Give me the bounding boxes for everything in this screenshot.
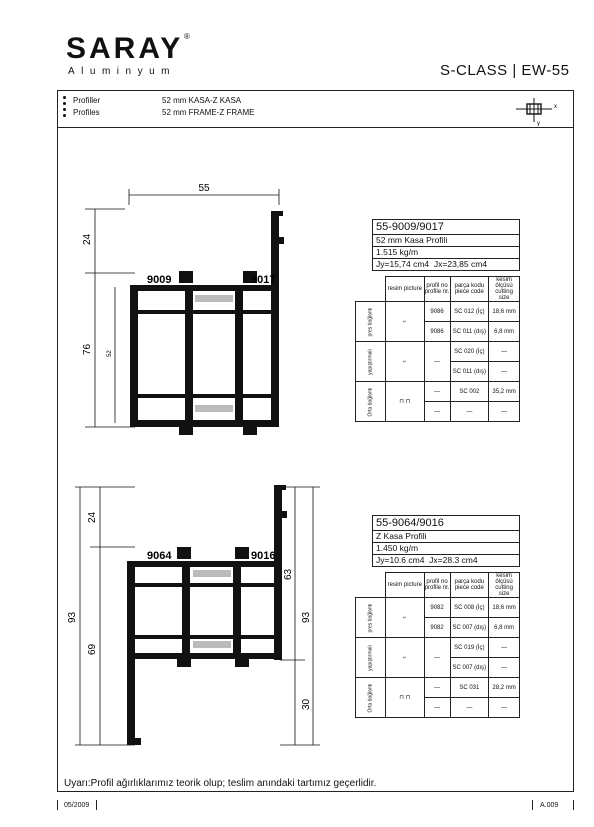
corner-picture-icon: ⌐ [385, 598, 424, 638]
dim-left-2: 69 [87, 643, 98, 655]
cell-size: — [489, 342, 520, 362]
group-label: Orta bağlantı [356, 678, 386, 718]
connector-picture-icon: ⊓ ⊓ [385, 382, 424, 422]
cell-size: — [489, 638, 520, 658]
profile-drawing-2 [55, 475, 340, 755]
cell-size: 6,8 mm [489, 618, 520, 638]
profile-right-label: 9017 [251, 274, 276, 286]
table-row [356, 598, 520, 618]
dim-left-1: 24 [87, 511, 98, 523]
cell-size: 35,2 mm [489, 382, 520, 402]
cell-size: — [489, 362, 520, 382]
spec-table-2 [355, 572, 520, 718]
spec1-code: 55-9009/9017 [373, 220, 519, 235]
col-picture: resim picture [385, 277, 424, 302]
table-row [356, 277, 520, 302]
cell-code: SC 011 (dış) [450, 322, 489, 342]
table-row [356, 382, 520, 402]
spec1-name: 52 mm Kasa Profili [373, 235, 519, 247]
series-title: S-CLASS | EW-55 [440, 62, 570, 79]
profile-drawing-1 [75, 175, 300, 440]
cell-code: SC 020 (İç) [450, 342, 489, 362]
cell-profile: — [424, 638, 450, 678]
cell-code: — [450, 402, 489, 422]
spec2-inertia [373, 555, 519, 567]
table-row [356, 302, 520, 322]
cell-code: SC 011 (dış) [450, 362, 489, 382]
profile-left-label: 9064 [147, 550, 172, 562]
dim-top: 55 [198, 183, 210, 194]
spec-table-1 [355, 276, 520, 422]
corner-picture-icon: ⌐ [385, 342, 424, 382]
col-code: parça kodu piece code [450, 573, 489, 598]
spec2-jx: Jx=28.3 cm4 [429, 555, 478, 565]
connector-picture-icon: ⊓ ⊓ [385, 678, 424, 718]
table-row [356, 678, 520, 698]
footer-tick [96, 800, 97, 810]
cell-size: — [489, 658, 520, 678]
brand-logo: SARAY [66, 32, 184, 65]
cell-profile: — [424, 402, 450, 422]
spec2-code: 55-9064/9016 [373, 516, 519, 531]
group-label: pres bağlantı [356, 302, 386, 342]
col-code: parça kodu piece code [450, 277, 489, 302]
dim-right-inner: 63 [283, 568, 294, 580]
spec-header-2 [372, 515, 520, 567]
group-label: pres bağlantı [356, 598, 386, 638]
spec1-jy: Jy=15,74 cm4 [376, 259, 430, 269]
spec-header-1 [372, 219, 520, 271]
cell-code: SC 007 (dış) [450, 658, 489, 678]
profiles-label-tr: Profiller [73, 96, 101, 105]
spec2-jy: Jy=10.6 cm4 [376, 555, 425, 565]
dim-inner: 52 [107, 350, 113, 357]
cell-code: SC 012 (İç) [450, 302, 489, 322]
spec1-jx: Jx=23,85 cm4 [433, 259, 488, 269]
dim-right-low: 30 [301, 698, 312, 710]
profile-right-label: 9016 [251, 550, 276, 562]
cell-code: SC 007 (dış) [450, 618, 489, 638]
spec1-weight: 1.515 kg/m [373, 247, 519, 259]
corner-picture-icon: ⌐ [385, 638, 424, 678]
bullet-dots-icon [63, 96, 67, 120]
group-label: yapıştırmalı [356, 638, 386, 678]
cell-profile: — [424, 678, 450, 698]
cell-profile: — [424, 698, 450, 718]
footer-tick [573, 800, 574, 810]
cell-size: — [489, 698, 520, 718]
profiles-label-en: Profiles [73, 108, 100, 117]
col-profile: profil no profile nr. [424, 573, 450, 598]
cell-code: SC 019 (İç) [450, 638, 489, 658]
table-row [356, 573, 520, 598]
table-row [356, 638, 520, 658]
dim-left-2: 76 [82, 343, 93, 355]
cell-code: SC 008 (İç) [450, 598, 489, 618]
dim-left-1: 24 [82, 233, 93, 245]
cell-code: SC 002 [450, 382, 489, 402]
footer-tick [57, 800, 58, 810]
dim-right-total: 93 [301, 611, 312, 623]
table-row [356, 342, 520, 362]
cell-profile: 9082 [424, 598, 450, 618]
footer-tick [532, 800, 533, 810]
axis-x-label: x [554, 104, 557, 110]
axis-y-label: y [537, 121, 540, 126]
cell-size: 28,2 mm [489, 678, 520, 698]
profile-left-label: 9009 [147, 274, 172, 286]
group-label: yapıştırmalı [356, 342, 386, 382]
spec2-name: Z Kasa Profili [373, 531, 519, 543]
col-picture: resim picture [385, 573, 424, 598]
group-label: Orta bağlantı [356, 382, 386, 422]
col-profile: profil no profile nr. [424, 277, 450, 302]
cell-size: — [489, 402, 520, 422]
col-size: kesim ölçüsü cutting size [489, 573, 520, 598]
cell-size: 6,8 mm [489, 322, 520, 342]
profiles-value-en: 52 mm FRAME-Z FRAME [162, 108, 255, 117]
brand-subtitle: Aluminyum [68, 66, 176, 77]
dim-left-total: 93 [67, 611, 78, 623]
header-divider [58, 127, 573, 128]
col-size: kesim ölçüsü cutting size [489, 277, 520, 302]
cell-profile: 9086 [424, 302, 450, 322]
registered-mark: ® [184, 32, 190, 41]
axis-cross-icon [512, 96, 562, 126]
cell-code: — [450, 698, 489, 718]
footer-date: 05/2009 [64, 802, 90, 809]
profiles-value-tr: 52 mm KASA-Z KASA [162, 96, 242, 105]
cell-profile: — [424, 342, 450, 382]
corner-picture-icon: ⌐ [385, 302, 424, 342]
cell-profile: 9082 [424, 618, 450, 638]
spec2-weight: 1.450 kg/m [373, 543, 519, 555]
weight-warning: Uyarı:Profil ağırlıklarımız teorik olup; teslim anındaki tartımız geçerlidir. [64, 778, 377, 789]
cell-profile: 9086 [424, 322, 450, 342]
cell-profile: — [424, 382, 450, 402]
footer-page: A.009 [540, 802, 559, 809]
cell-code: SC 031 [450, 678, 489, 698]
cell-size: 18,6 mm [489, 302, 520, 322]
cell-size: 18,6 mm [489, 598, 520, 618]
spec1-inertia [373, 259, 519, 271]
